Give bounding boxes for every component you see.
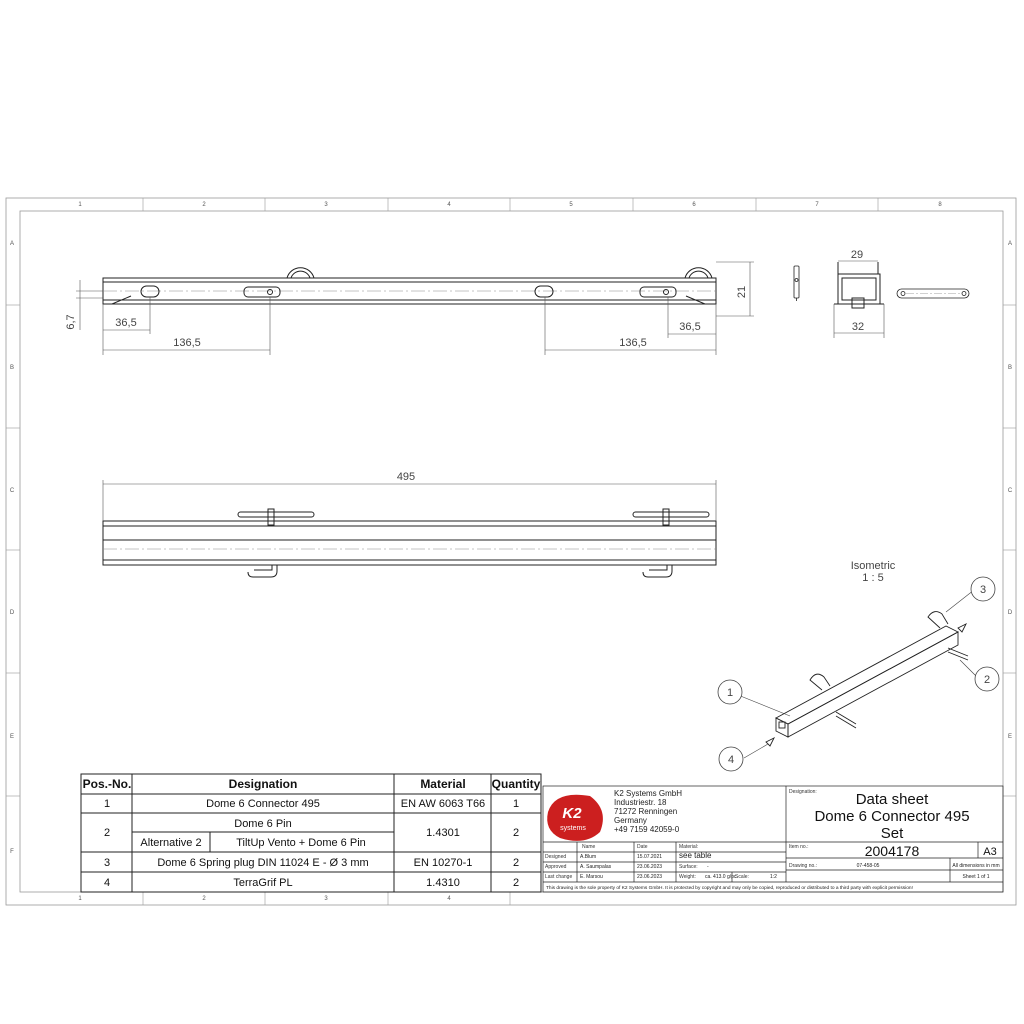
tb-row-label: Last change <box>545 874 573 880</box>
dim-span-left: 136,5 <box>173 337 201 349</box>
bom-header-quantity: Quantity <box>491 777 541 791</box>
col-label: 4 <box>447 896 451 902</box>
row-label: D <box>1007 610 1013 616</box>
bom-row-2-alt-designation: TiltUp Vento + Dome 6 Pin <box>236 837 366 849</box>
bom-header-designation: Designation <box>228 777 298 791</box>
tb-col-date: Date <box>637 844 648 850</box>
bom-row-3-designation: Dome 6 Spring plug DIN 11024 E - Ø 3 mm <box>157 857 369 869</box>
col-label: 1 <box>78 202 82 208</box>
row-label: D <box>9 610 15 616</box>
bom-row-1-material: EN AW 6063 T66 <box>400 798 486 810</box>
balloons <box>718 577 999 771</box>
balloon-label-3: 3 <box>979 584 987 596</box>
tb-row-name: E. Marsou <box>580 874 603 880</box>
tb-title-line-1: Data sheet <box>855 791 929 808</box>
bom-table-grid <box>81 774 541 892</box>
balloon-label-2: 2 <box>983 674 991 686</box>
col-label: 1 <box>78 896 82 902</box>
tb-weight-value: ca. 413.0 g/pc <box>705 874 737 880</box>
row-label: B <box>1007 365 1013 371</box>
k2-logo <box>547 795 603 841</box>
tb-title-line-3: Set <box>880 825 904 842</box>
dim-side-length: 495 <box>396 471 416 483</box>
tb-surface-label: Surface: <box>679 864 698 870</box>
logo-text: K2 <box>562 805 582 822</box>
dim-end-top-width: 29 <box>850 249 864 261</box>
tb-material-value: see table <box>679 851 712 860</box>
side-view-rail <box>103 509 716 577</box>
tb-format: A3 <box>983 846 997 858</box>
tb-item-no: 2004178 <box>864 843 920 859</box>
tb-row-date: 23.06.2023 <box>637 864 663 870</box>
bom-header-pos: Pos.-No. <box>82 777 132 791</box>
row-label: C <box>1007 488 1013 494</box>
tb-dims-note: All dimensions in mm <box>952 863 1000 869</box>
tb-row-date: 23.06.2023 <box>637 874 663 880</box>
tb-designation-label: Designation: <box>789 789 817 795</box>
pin-side-view <box>794 266 799 301</box>
tb-title-line-2: Dome 6 Connector 495 <box>814 808 970 825</box>
col-label: 3 <box>324 202 328 208</box>
bom-row-2-alt-label: Alternative 2 <box>140 837 202 849</box>
row-label: E <box>1007 734 1013 740</box>
bom-row-3-quantity: 2 <box>512 857 520 869</box>
tb-row-name: A.Blum <box>580 854 597 860</box>
bom-row-2-material: 1.4301 <box>426 827 460 839</box>
side-view-dimension <box>103 480 716 521</box>
bom-row-4-designation: TerraGrif PL <box>233 877 293 889</box>
tb-col-material: Material: <box>679 844 699 850</box>
bom-row-2-quantity: 2 <box>512 827 520 839</box>
top-view-rail <box>103 268 716 304</box>
bom-row-4-pos: 4 <box>103 877 111 889</box>
col-label: 4 <box>447 202 451 208</box>
row-label: E <box>9 734 15 740</box>
tb-scale-value: 1:2 <box>770 874 777 880</box>
tb-row-label: Approved <box>545 864 567 870</box>
dim-height-total: 21 <box>736 285 748 299</box>
end-view <box>834 262 884 308</box>
company-line: K2 Systems GmbH <box>614 789 683 798</box>
row-label: A <box>1007 241 1013 247</box>
dim-offset-left: 36,5 <box>115 317 137 329</box>
col-label: 7 <box>815 202 819 208</box>
company-line: Germany <box>614 816 647 825</box>
bom-header-material: Material <box>420 777 466 791</box>
isometric-view <box>766 612 968 746</box>
bom-row-2-designation: Dome 6 Pin <box>234 818 292 830</box>
tb-drawing-label: Drawing no.: <box>789 863 818 869</box>
tb-weight-label: Weight: <box>679 874 696 880</box>
tb-row-date: 15.07.2021 <box>637 854 663 860</box>
bom-row-2-pos: 2 <box>103 827 111 839</box>
bom-row-3-material: EN 10270-1 <box>413 857 473 869</box>
row-label: F <box>10 849 14 855</box>
dim-offset-right: 36,5 <box>679 321 701 333</box>
tb-drawing-no: 07-458-05 <box>856 863 880 869</box>
col-label: 2 <box>202 896 206 902</box>
frame-column-labels <box>78 202 942 902</box>
logo-subtext: systems <box>560 825 586 832</box>
tb-scale-label: Scale: <box>735 874 749 880</box>
company-address <box>614 789 682 834</box>
balloon-label-1: 1 <box>726 687 734 699</box>
tb-item-label: Item no.: <box>789 844 809 850</box>
col-label: 6 <box>692 202 696 208</box>
tb-row-name: A. Saumpalas <box>580 864 612 870</box>
bom-row-3-pos: 3 <box>103 857 111 869</box>
row-label: C <box>9 488 15 494</box>
company-line: Industriestr. 18 <box>614 798 667 807</box>
bom-row-4-material: 1.4310 <box>426 877 460 889</box>
dim-height-small: 6,7 <box>65 314 77 330</box>
company-line: 71272 Renningen <box>614 807 678 816</box>
col-label: 8 <box>938 202 942 208</box>
tb-row-label: Designed <box>545 854 567 860</box>
pin-top-view <box>897 289 969 298</box>
isometric-scale: 1 : 5 <box>862 572 884 584</box>
tb-col-name: Name <box>582 844 596 850</box>
col-label: 2 <box>202 202 206 208</box>
col-label: 5 <box>569 202 573 208</box>
dim-span-right: 136,5 <box>619 337 647 349</box>
dim-end-bottom-width: 32 <box>851 321 865 333</box>
company-line: +49 7159 42059-0 <box>614 825 680 834</box>
bom-row-4-quantity: 2 <box>512 877 520 889</box>
bom-row-1-quantity: 1 <box>512 798 520 810</box>
bom-row-1-pos: 1 <box>103 798 111 810</box>
isometric-title: Isometric <box>850 560 896 572</box>
bom-row-1-designation: Dome 6 Connector 495 <box>206 798 320 810</box>
tb-sheet: Sheet 1 of 1 <box>962 874 990 880</box>
row-label: B <box>9 365 15 371</box>
tb-surface-value: - <box>707 864 709 870</box>
balloon-label-4: 4 <box>727 754 735 766</box>
tb-copyright-notice: This drawing is the sole property of K2 Systems GmbH. It is protected by copyright and may only be copied, reproduced or distributed to a third party with explicit permission! <box>546 886 913 891</box>
row-label: A <box>9 241 15 247</box>
col-label: 3 <box>324 896 328 902</box>
